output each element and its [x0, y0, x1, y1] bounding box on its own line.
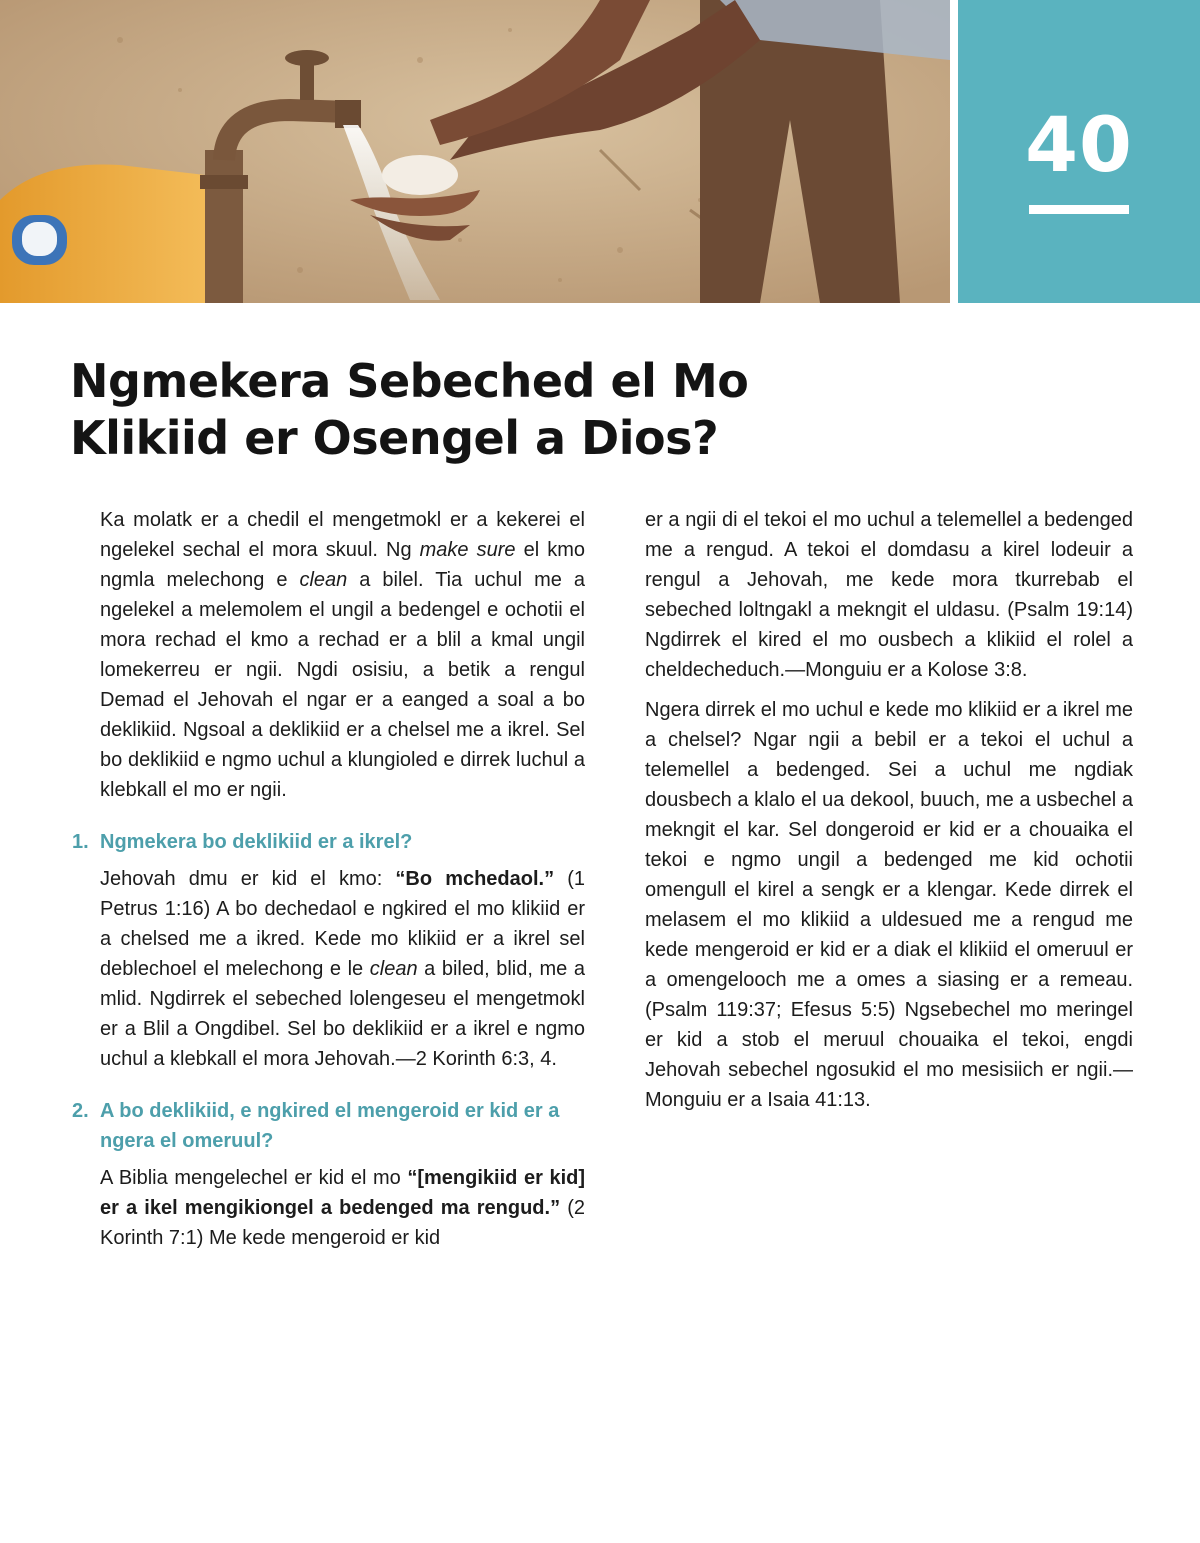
answer-1-text-2: (1 Petrus 1:16) A bo dechedaol e ngkired el mo klikiid er a chelsed me a ikred. Kede mo klikiid er a ikrel sel deblechoel el melechong e le [100, 868, 585, 980]
question-2-answer-start [100, 1163, 585, 1253]
intro-paragraph [100, 505, 585, 805]
answer-1-text-1: Jehovah dmu er kid el kmo: [100, 868, 396, 890]
lesson-number: 40 [1025, 100, 1133, 189]
title-line-1: Ngmekera Sebeched el Mo [70, 354, 749, 408]
handwashing-illustration [0, 0, 950, 303]
question-1-heading [72, 827, 585, 857]
hero-photo [0, 0, 950, 303]
question-2-number: 2. [72, 1100, 89, 1122]
intro-emphasis-1: make sure [419, 539, 516, 561]
answer-1-text-3: a biled, blid, me a mlid. Ngdirrek el sebeched lolengeseu el mengetmokl er a Blil a Ongdibel. Sel bo deklikiid er a ikrel e ngmo uchul a klebkall el mora Jehovah.—2 Korinth 6:3, 4. [100, 958, 585, 1070]
intro-text-2: el kmo ngmla melechong e [100, 539, 585, 591]
question-1-number: 1. [72, 831, 89, 853]
right-column [645, 505, 1133, 1115]
title-line-2: Klikiid er Osengel a Dios? [70, 411, 719, 465]
question-1-answer [100, 864, 585, 1074]
question-2-text: A bo deklikiid, e ngkired el mengeroid er kid er a ngera el omeruul? [100, 1100, 560, 1152]
intro-emphasis-2: clean [299, 569, 348, 591]
page-title [70, 353, 890, 467]
answer-2-continues: (2 Korinth 7:1) Me kede mengeroid er kid [100, 1197, 585, 1249]
question-2-second-paragraph: Ngera dirrek el mo uchul e kede mo klikiid er a ikrel me a chelsel? Ngar ngii a bebil er a tekoi el uchul a telemellel a bedenged. Sei a uchul me ngdiak dousbech a klalo el ua dekool, buuch, me a usbechel a mekngit el kar. Sel dongeroid er kid er a chouaika el tekoi e ngmo ungil a bedenged me kid ochotii omengull el kirel a sengk er a klengar. Kede dirrek el melasem el mo klikiid a uldesued me a rengud me kede mengeroid er kid er a diak el klikiid el omeruul er a omengelooch me a omes a siasing er a remeau. (Psalm 119:37; Efesus 5:5) Ngsebechel mo meringel er kid a stob el meruul chouaika el tekoi, engdi Jehovah sebechel ngosukid el mo mesisiich er ngii.—Monguiu er a Isaia 41:13. [645, 699, 1133, 1111]
lesson-number-underline [1029, 205, 1129, 214]
question-2-heading [72, 1096, 585, 1156]
lesson-number-badge [958, 0, 1200, 303]
answer-2-quote: “[mengikiid er kid] er a ikel mengikiongel a bedenged ma rengud.” [100, 1167, 586, 1219]
question-2-answer-continued: er a ngii di el tekoi el mo uchul a telemellel a bedenged me a rengud. A tekoi el domdasu a kirel lodeuir a rengul a Jehovah, me kede mora tkurrebab el sebeched loltngakl a mekngit el uldasu. (Psalm 19:14) Ngdirrek el kired el mo ousbech a klikiid el rolel a cheldecheduch.—Monguiu er a Kolose 3:8. [645, 509, 1133, 681]
intro-text-3: a bilel. Tia uchul me a ngelekel a melemolem el ungil a bedengel e ochotii el mora rechad el kmo a rechad er a blil a kmal ungil lomekerreu er ngii. Ngdi osisiu, a betik a rengul Demad el Jehovah el ngar er a eanged a soal a bo deklikiid. Ngsoal a deklikiid er a chelsel me a ikrel. Sel bo deklikiid e ngmo uchul a klungioled e dirrek luchul a klebkall el mo er ngii. [100, 569, 585, 801]
answer-1-quote: “Bo mchedaol.” [395, 868, 555, 890]
answer-2-text-1: A Biblia mengelechel er kid el mo [100, 1167, 408, 1189]
left-column [72, 505, 586, 1253]
question-1-text: Ngmekera bo deklikiid er a ikrel? [100, 831, 413, 853]
intro-text-1: Ka molatk er a chedil el mengetmokl er a kekerei el ngelekel sechal el mora skuul. Ng [100, 509, 585, 561]
answer-1-emphasis: clean [369, 958, 418, 980]
